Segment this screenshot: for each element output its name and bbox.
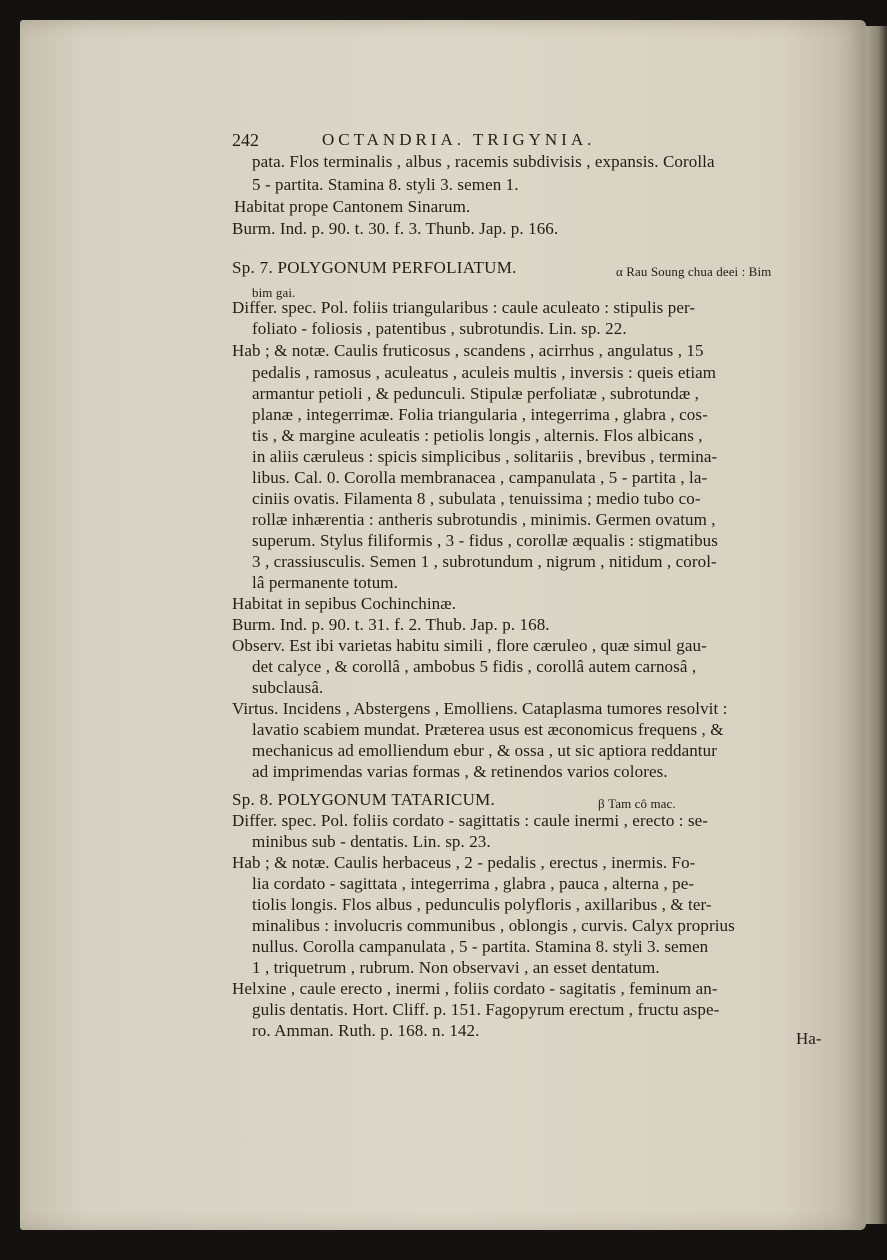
text-line: 3 , crassiusculis. Semen 1 , subrotundum , nigrum , nitidum , corol-: [252, 552, 717, 571]
text-line: tiolis longis. Flos albus , pedunculis polyfloris , axillaribus , & ter-: [252, 895, 712, 914]
text-line: minibus sub - dentatis. Lin. sp. 23.: [252, 832, 491, 851]
text-line: 1 , triquetrum , rubrum. Non observavi , an esset dentatum.: [252, 958, 660, 977]
text-line: Burm. Ind. p. 90. t. 31. f. 2. Thub. Jap. p. 168.: [232, 615, 550, 634]
text-line: Habitat in sepibus Cochinchinæ.: [232, 594, 457, 613]
text-line: Virtus. Incidens , Abstergens , Emolliens. Cataplasma tumores resolvit :: [232, 699, 728, 718]
text-line: pata. Flos terminalis , albus , racemis subdivisis , expansis. Corolla: [252, 152, 715, 171]
text-line: mechanicus ad emolliendum ebur , & ossa , ut sic aptiora reddantur: [252, 741, 717, 760]
vernacular-names: α Rau Soung chua deei : Bim: [616, 264, 772, 279]
page-number: 242: [232, 130, 259, 150]
text-line: lia cordato - sagittata , integerrima , glabra , pauca , alterna , pe-: [252, 874, 695, 893]
text-line: in aliis cæruleus : spicis simplicibus , solitariis , brevibus , termina-: [252, 447, 718, 466]
text-line: lavatio scabiem mundat. Præterea usus est æconomicus frequens , &: [252, 720, 724, 739]
running-title: OCTANDRIA. TRIGYNIA.: [322, 130, 596, 149]
text-line: superum. Stylus filiformis , 3 - fidus , corollæ æqualis : stigmatibus: [252, 531, 718, 550]
text-line: pedalis , ramosus , aculeatus , aculeis multis , inversis : queis etiam: [252, 363, 717, 382]
species-heading: Sp. 8. POLYGONUM TATARICUM.: [232, 790, 496, 809]
text-line: gulis dentatis. Hort. Cliff. p. 151. Fagopyrum erectum , fructu aspe-: [252, 1000, 720, 1019]
book-spine-edge: [866, 26, 887, 1224]
text-line: minalibus : involucris communibus , oblongis , curvis. Calyx proprius: [252, 916, 735, 935]
text-line: lâ permanente totum.: [252, 573, 398, 592]
text-line: Differ. spec. Pol. foliis triangularibus : caule aculeato : stipulis per-: [232, 298, 696, 317]
text-line: Helxine , caule erecto , inermi , foliis cordato - sagitatis , feminum an-: [232, 979, 718, 998]
text-line: Differ. spec. Pol. foliis cordato - sagittatis : caule inermi , erecto : se-: [232, 811, 709, 830]
text-line: tis , & margine aculeatis : petiolis longis , alternis. Flos albicans ,: [252, 426, 703, 445]
text-line: Observ. Est ibi varietas habitu simili , flore cæruleo , quæ simul gau-: [232, 636, 707, 655]
text-line: ro. Amman. Ruth. p. 168. n. 142.: [252, 1021, 480, 1040]
text-line: ciniis ovatis. Filamenta 8 , subulata , tenuissima ; medio tubo co-: [252, 489, 701, 508]
vernacular-names-continued: bim gai.: [252, 285, 296, 300]
vernacular-names: β Tam cô mac.: [598, 796, 676, 811]
text-line: subclausâ.: [252, 678, 324, 697]
text-line: det calyce , & corollâ , ambobus 5 fidis , corollâ autem carnosâ ,: [252, 657, 697, 676]
text-line: Hab ; & notæ. Caulis fruticosus , scandens , acirrhus , angulatus , 15: [232, 341, 704, 360]
text-line: 5 - partita. Stamina 8. styli 3. semen 1.: [252, 175, 519, 194]
text-line: ad imprimendas varias formas , & retinendos varios colores.: [252, 762, 668, 781]
text-line: Burm. Ind. p. 90. t. 30. f. 3. Thunb. Jap. p. 166.: [232, 219, 559, 238]
text-line: Habitat prope Cantonem Sinarum.: [234, 197, 471, 216]
text-line: armantur petioli , & pedunculi. Stipulæ perfoliatæ , subrotundæ ,: [252, 384, 700, 403]
catchword: Ha-: [796, 1029, 822, 1048]
text-line: planæ , integerrimæ. Folia triangularia , integerrima , glabra , cos-: [252, 405, 708, 424]
text-line: nullus. Corolla campanulata , 5 - partita. Stamina 8. styli 3. semen: [252, 937, 709, 956]
text-line: rollæ inhærentia : antheris subrotundis , minimis. Germen ovatum ,: [252, 510, 716, 529]
species-heading: Sp. 7. POLYGONUM PERFOLIATUM.: [232, 258, 517, 277]
text-line: foliato - foliosis , patentibus , subrotundis. Lin. sp. 22.: [252, 319, 627, 338]
text-line: libus. Cal. 0. Corolla membranacea , campanulata , 5 - partita , la-: [252, 468, 708, 487]
text-line: Hab ; & notæ. Caulis herbaceus , 2 - pedalis , erectus , inermis. Fo-: [232, 853, 696, 872]
